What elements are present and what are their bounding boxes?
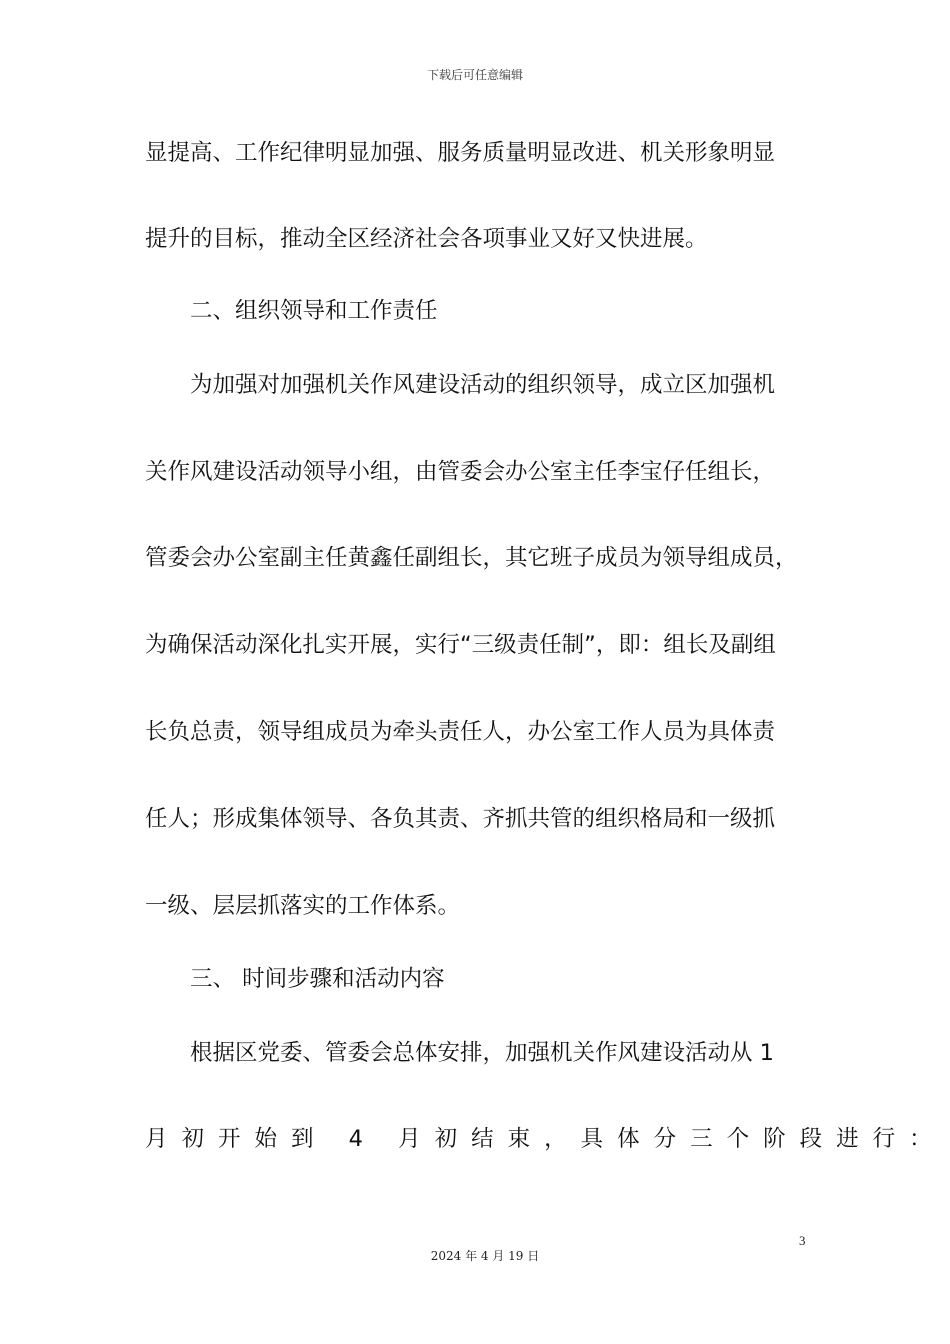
footer-date: 2024 年 4 月 19 日 xyxy=(430,1249,540,1263)
page-header: 下载后可任意编辑 xyxy=(426,68,523,82)
body-line-12: 根据区党委、管委会总体安排，加强机关作风建设活动从 1 xyxy=(190,1040,774,1066)
body-line-7: 为确保活动深化扎实开展，实行“三级责任制”，即：组长及副组 xyxy=(145,632,776,658)
body-line-10: 一级、层层抓落实的工作体系。 xyxy=(145,893,461,919)
body-line-4: 为加强对加强机关作风建设活动的组织领导，成立区加强机 xyxy=(190,372,776,398)
section-heading-2: 二、组织领导和工作责任 xyxy=(190,298,438,324)
body-line-6: 管委会办公室副主任黄鑫任副组长，其它班子成员为领导组成员， xyxy=(145,545,798,571)
page-number: 3 xyxy=(799,1233,806,1248)
body-line-5: 关作风建设活动领导小组，由管委会办公室主任李宝仔任组长， xyxy=(145,459,776,485)
body-line-1: 显提高、工作纪律明显加强、服务质量明显改进、机关形象明显 xyxy=(145,140,776,166)
body-line-8: 长负总责，领导组成员为牵头责任人，办公室工作人员为具体责 xyxy=(145,719,776,745)
section-heading-3: 三、 时间步骤和活动内容 xyxy=(190,966,445,992)
body-line-9: 任人；形成集体领导、各负其责、齐抓共管的组织格局和一级抓 xyxy=(145,806,776,832)
body-line-13: 月初开始到 4 月初结束，具体分三个阶段进行： xyxy=(145,1126,946,1152)
body-line-2: 提升的目标，推动全区经济社会各项事业又好又快进展。 xyxy=(145,226,708,252)
